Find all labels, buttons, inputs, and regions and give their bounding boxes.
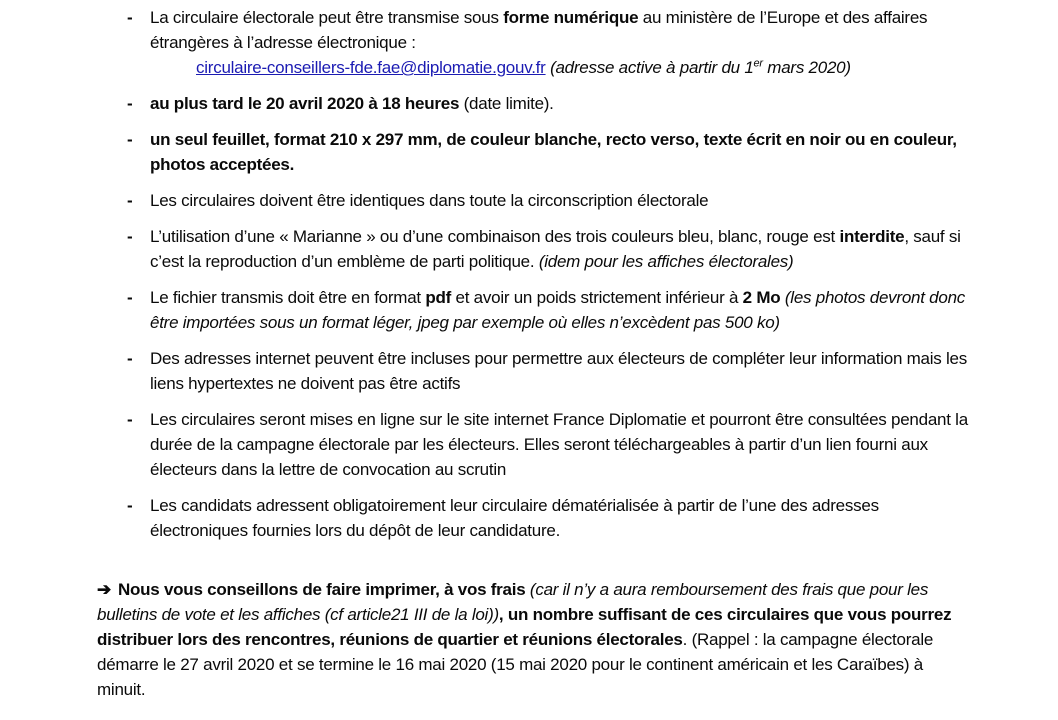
text-segment: Le fichier transmis doit être en format: [150, 288, 426, 307]
bullet-item: [127, 346, 974, 396]
text-segment: Les circulaires seront mises en ligne sur le site internet France Diplomatie et pourront être consultées pendant la durée de la campagne électorale par les électeurs. Elles seront téléchargeables à partir d’un lien fourni aux électeurs dans la lettre de convocation au scrutin: [150, 410, 968, 479]
bullet-text: [150, 127, 974, 177]
bullet-item: [127, 407, 974, 482]
text-segment: au plus tard le 20 avril 2020 à 18 heures: [150, 94, 460, 113]
bullet-marker: -: [127, 8, 133, 27]
text-segment: (adresse active à partir du 1: [550, 58, 754, 77]
bullet-item: [127, 5, 974, 80]
text-segment: pdf: [425, 288, 452, 307]
text-segment: (date limite).: [459, 94, 554, 113]
bullet-marker: -: [127, 191, 133, 210]
bullet-marker: -: [127, 410, 133, 429]
text-segment: er: [753, 57, 763, 70]
bullet-item: [127, 91, 974, 116]
text-segment: (idem pour les affiches électorales): [538, 252, 794, 271]
email-line: [196, 55, 974, 80]
bullet-marker: -: [127, 496, 133, 515]
text-segment: au ministère de l’Europe et des affaires étrangères à l’adresse électronique :: [150, 8, 928, 52]
bullet-item: [127, 188, 974, 213]
bullet-text: [150, 407, 974, 482]
bullet-item: [127, 127, 974, 177]
text-segment: L’utilisation d’une « Marianne » ou d’une combinaison des trois couleurs bleu, blanc, rouge est: [150, 227, 840, 246]
text-segment: un seul feuillet, format 210 x 297 mm, de couleur blanche, recto verso, texte écrit en noir ou en couleur, photos acceptées.: [150, 130, 957, 174]
bullet-text: [150, 285, 974, 335]
footer-paragraph: [97, 577, 974, 702]
text-segment: mars 2020): [762, 58, 851, 77]
bullet-text: [150, 493, 974, 543]
text-segment: La circulaire électorale peut être transmise sous: [150, 8, 504, 27]
text-segment: . (Rappel : la campagne électorale démarre le 27 avril 2020 et se termine le 16 mai 2020 (15 mai 2020 pour le continent américain et les Caraïbes) à minuit.: [97, 630, 934, 699]
text-segment: Des adresses internet peuvent être incluses pour permettre aux électeurs de compléter leur information mais les liens hypertextes ne doivent pas être actifs: [150, 349, 967, 393]
bullet-marker: -: [127, 130, 133, 149]
email-link[interactable]: circulaire-conseillers-fde.fae@diplomatie.gouv.fr: [196, 58, 546, 77]
bullet-item: [127, 493, 974, 543]
arrow-icon: ➔: [97, 580, 111, 599]
bullet-text: [150, 5, 974, 80]
text-segment: , un nombre suffisant de ces circulaires que vous pourrez distribuer lors des rencontres, réunions de quartier et réunions électorales: [97, 605, 952, 649]
bullet-marker: -: [127, 288, 133, 307]
text-segment: forme numérique: [503, 8, 639, 27]
bullet-item: [127, 285, 974, 335]
bullet-list: [97, 5, 974, 543]
bullet-text: [150, 346, 974, 396]
text-segment: 2 Mo: [742, 288, 781, 307]
bullet-text: [150, 91, 974, 116]
bullet-marker: -: [127, 227, 133, 246]
bullet-marker: -: [127, 349, 133, 368]
bullet-item: [127, 224, 974, 274]
bullet-marker: -: [127, 94, 133, 113]
text-segment: , sauf si c’est la reproduction d’un emblème de parti politique.: [150, 227, 961, 271]
text-segment: Les circulaires doivent être identiques dans toute la circonscription électorale: [150, 191, 709, 210]
footer-text: [97, 580, 951, 699]
text-segment: interdite: [839, 227, 905, 246]
text-segment: (car il n’y a aura remboursement des frais que pour les bulletins de vote et les affiches (cf article21 III de la loi)): [97, 580, 929, 624]
text-segment: Nous vous conseillons de faire imprimer, à vos frais: [118, 580, 530, 599]
text-segment: (les photos devront donc être importées sous un format léger, jpeg par exemple où elles n’excèdent pas 500 ko): [150, 288, 966, 332]
bullet-text: [150, 188, 974, 213]
bullet-text: [150, 224, 974, 274]
text-segment: et avoir un poids strictement inférieur à: [451, 288, 743, 307]
text-segment: Les candidats adressent obligatoirement leur circulaire dématérialisée à partir de l’une des adresses électroniques fournies lors du dépôt de leur candidature.: [150, 496, 879, 540]
